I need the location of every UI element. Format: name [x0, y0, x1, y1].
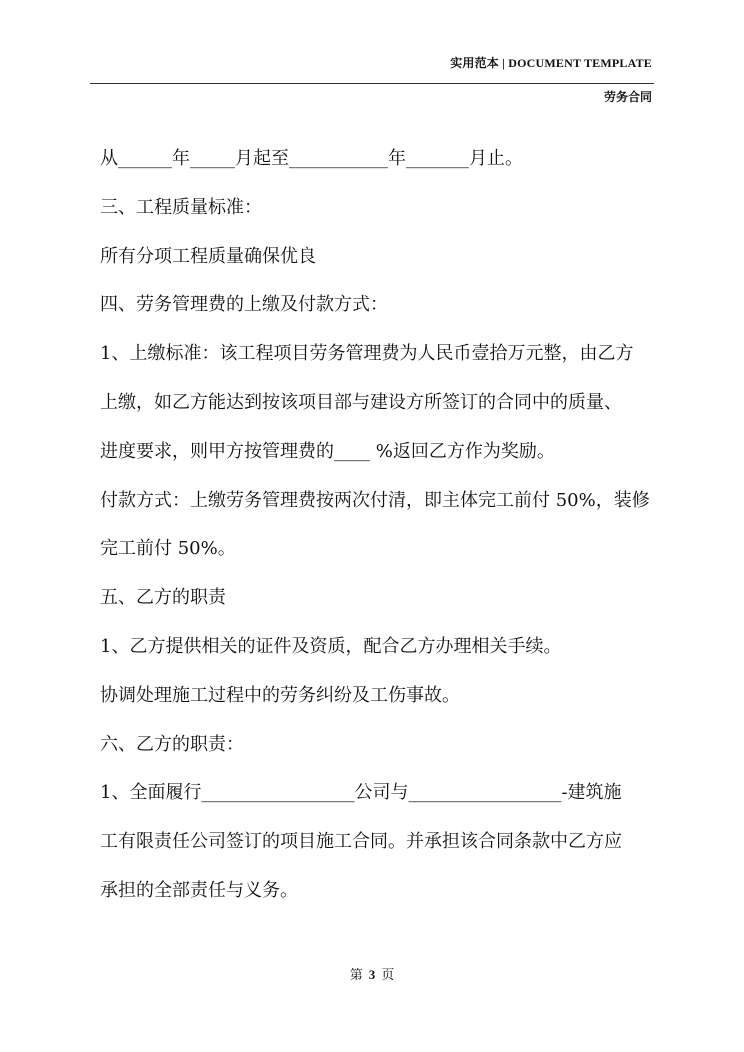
header-subtitle: 劳务合同: [603, 90, 652, 104]
document-body: [100, 135, 656, 916]
text-line-term: 从______年_____月起至___________年_______月止。: [100, 148, 523, 169]
footer-prefix: 第: [349, 968, 363, 983]
text-line-duties-6-2: 工有限责任公司签订的项目施工合同。并承担该合同条款中乙方应: [100, 831, 622, 853]
text-line-fee-1: 1、上缴标准：该工程项目劳务管理费为人民币壹拾万元整，由乙方: [100, 343, 634, 365]
text-line-payment-1: 付款方式：上缴劳务管理费按两次付清，即主体完工前付 50%，装修: [100, 489, 650, 511]
text-line-fee-3: 进度要求，则甲方按管理费的____ %返回乙方作为奖励。: [100, 440, 555, 462]
text-line-fee-2: 上缴，如乙方能达到按该项目部与建设方所签订的合同中的质量、: [100, 391, 622, 413]
page-footer: [0, 964, 744, 983]
section-heading-quality: 三、工程质量标准：: [100, 196, 262, 218]
text-line-duties-5-1: 1、乙方提供相关的证件及资质，配合乙方办理相关手续。: [100, 635, 562, 657]
section-heading-duties-6: 六、乙方的职责：: [100, 733, 244, 755]
section-heading-fee: 四、劳务管理费的上缴及付款方式：: [100, 294, 388, 316]
footer-suffix: 页: [381, 968, 395, 983]
text-line-payment-2: 完工前付 50%。: [100, 538, 236, 560]
text-line-quality: 所有分项工程质量确保优良: [100, 245, 316, 267]
page-number: 3: [368, 967, 376, 982]
section-heading-duties-5: 五、乙方的职责: [100, 587, 226, 609]
header-title: 实用范本 | DOCUMENT TEMPLATE: [450, 56, 652, 70]
text-line-duties-6-3: 承担的全部责任与义务。: [100, 879, 298, 901]
header-divider: [90, 83, 654, 84]
text-line-duties-5-2: 协调处理施工过程中的劳务纠纷及工伤事故。: [100, 684, 460, 706]
text-line-duties-6-1: 1、全面履行_________________公司与_________________-建筑施: [100, 782, 622, 804]
